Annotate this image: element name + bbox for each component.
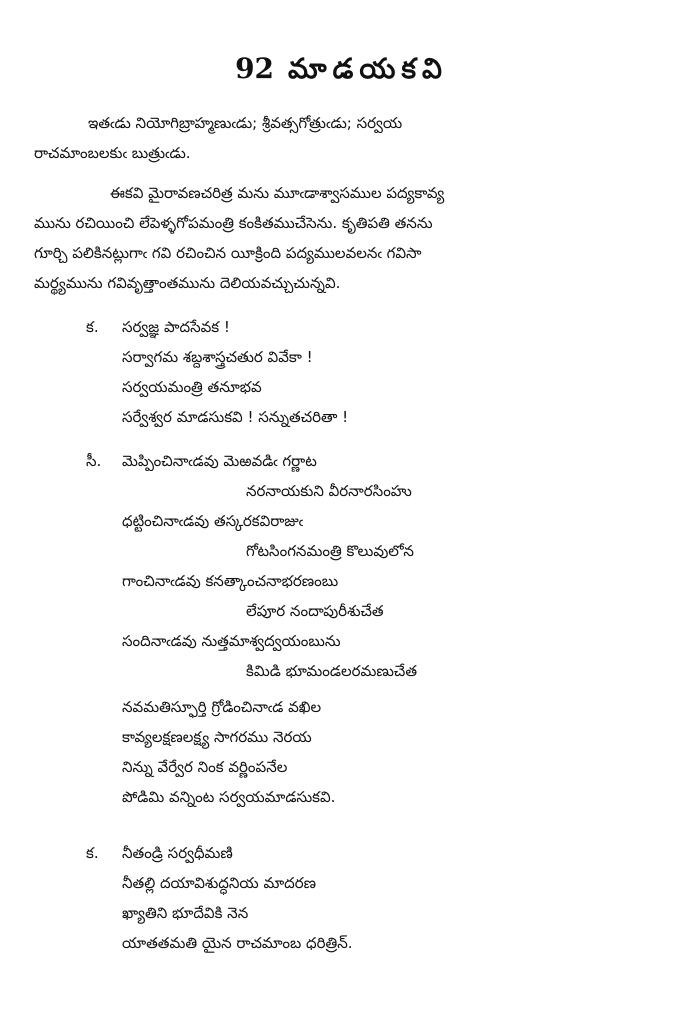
intro-paragraph [34, 108, 634, 168]
verse-line: సర్వజ్ఞ పాదసేవక ! [122, 318, 230, 336]
text-line: మర్థ్యమును గవివృత్తాంతమును దెలియవచ్చుచున్నవి. [34, 274, 341, 292]
poet-number: 92 [235, 52, 275, 85]
verse-line: నీతల్లి దయావిశుద్ధనియ మాదరణ [122, 874, 317, 892]
verse-line: యాతతమతి యైన రాచమాంబ ధరిత్రిన్. [122, 934, 353, 952]
verse-line: లేపూర నందాపురీశుచేత [246, 602, 384, 620]
verse-line: సర్వాగమ శబ్దశాస్త్రచతుర వివేకా ! [122, 348, 313, 366]
verse-line: మెప్పించినాఁడవు మెఱవడిఁ గర్ణాట [122, 452, 317, 470]
kanda-verse-1 [86, 312, 348, 432]
verse-line: కిమిడి భూమండలరమణుచేత [246, 662, 417, 680]
kanda-verse-2 [86, 838, 353, 958]
verse-line: గాంచినాఁడవు కనత్కాంచనాభరణంబు [122, 572, 339, 590]
verse-line: ధట్టించినాఁడవు తస్కరకవిరాజుఁ [122, 512, 304, 530]
verse-meter-label: క. [86, 844, 99, 862]
page-heading [0, 52, 683, 92]
text-line: గూర్చి పలికినట్లుగాఁ గవి రచించిన యీక్రింది పద్యములవలనఁ గవిసా [34, 244, 422, 262]
verse-line: నీతండ్రి సర్వధీమణి [122, 844, 233, 862]
verse-line: గోటసింగనమంత్రి కొలువులోన [246, 542, 414, 560]
text-line: రాచమాంబలకుఁ బుత్రుఁడు. [34, 144, 191, 162]
verse-meter-label: సీ. [86, 452, 102, 470]
poet-name-title: మాడయకవి [288, 52, 448, 85]
text-line: మును రచియించి లేపెళ్ళగోపమంత్రి కంకితముచేసెను. కృతిపతి తనను [34, 214, 433, 232]
seesa-verse [86, 446, 417, 812]
verse-line: నిన్ను వేర్వేర నింక వర్ణింపనేల [122, 758, 288, 776]
verse-meter-label: క. [86, 318, 99, 336]
verse-line: సర్వేశ్వర మాడసుకవి ! సన్నుతచరితా ! [122, 408, 349, 426]
text-line: ఈకవి మైరావణచరిత్ర మను మూఁడాశ్వాసముల పద్యకావ్య [110, 184, 445, 202]
verse-line: కావ్యలక్షణలక్ష్య సాగరము నెరయ [122, 728, 312, 746]
verse-line: నరనాయకుని వీరనారసింహు [246, 482, 412, 500]
verse-line: ఖ్యాతిని భూదేవికి నెన [122, 904, 249, 922]
verse-line: పోడిమి వన్నింట సర్వయమాడసుకవి. [122, 788, 336, 806]
verse-line: నవమతిస్ఫూర్తి గ్రోడించినాఁడ వఖిల [122, 698, 322, 716]
verse-line: సర్వయమంత్రి తనూభవ [122, 378, 262, 396]
biography-paragraph [34, 178, 634, 298]
text-line: ఇతఁడు నియోగిబ్రాహ్మణుఁడు; శ్రీవత్సగోత్రుఁడు; సర్వయ [88, 114, 403, 132]
verse-line: సందినాఁడవు నుత్తమాశ్వద్వయంబును [122, 632, 341, 650]
